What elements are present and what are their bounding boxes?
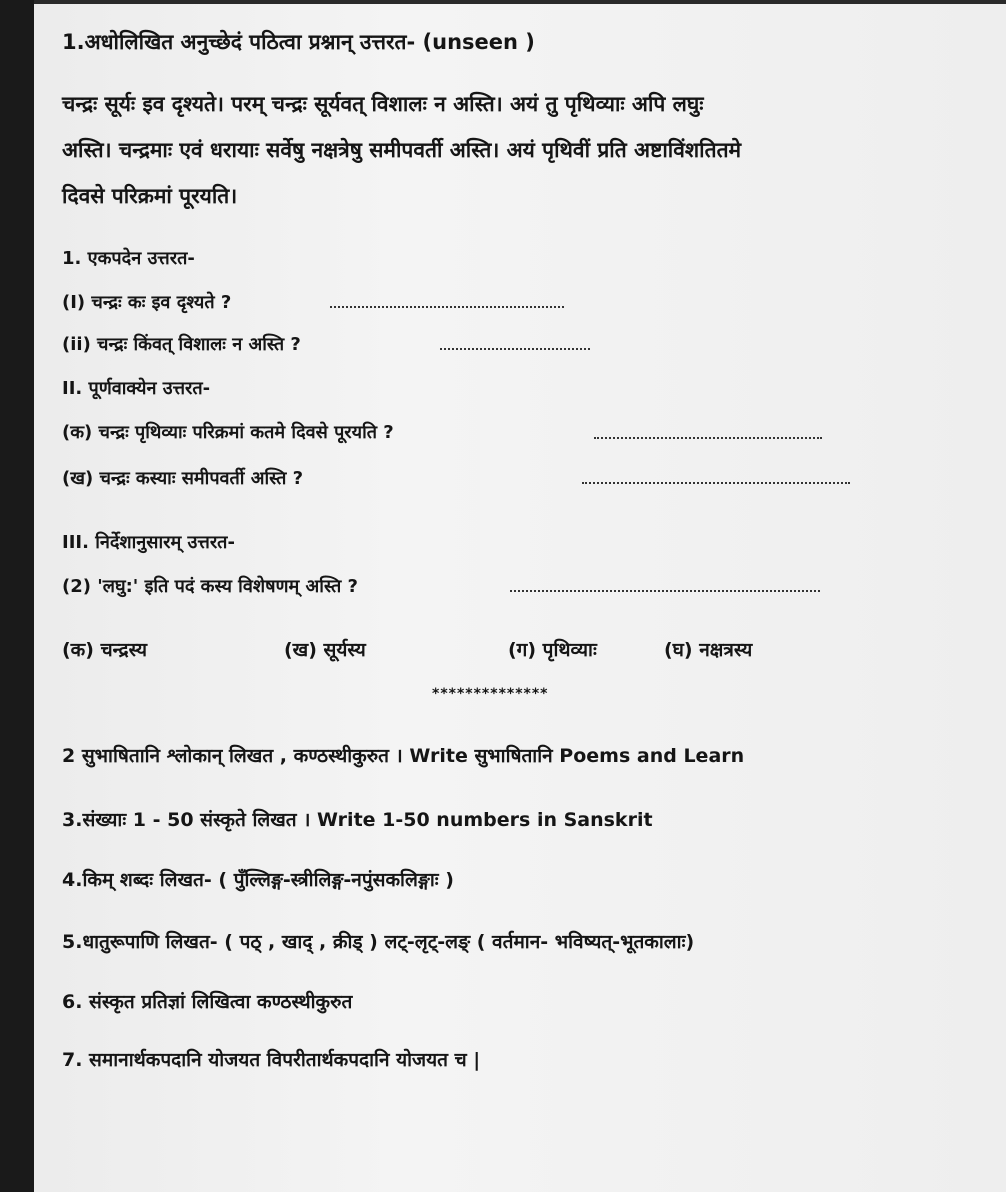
task-2: 2 सुभाषितानि श्लोकान् लिखत , कण्ठस्थीकुरुत । Write सुभाषितानि Poems and Learn: [62, 745, 745, 767]
section-one-question-1: (I) चन्द्रः कः इव दृश्यते ?: [62, 292, 232, 313]
section-one-question-2: (ii) चन्द्रः किंवत् विशालः न अस्ति ?: [62, 334, 301, 355]
answer-blank[interactable]: [582, 482, 850, 484]
section-three-title: III. निर्देशानुसारम् उत्तरत-: [62, 532, 235, 553]
photo-left-edge: [0, 0, 34, 1192]
option-c: (ग) पृथिव्याः: [508, 639, 597, 661]
passage-line-2: अस्ति। चन्द्रमाः एवं धरायाः सर्वेषु नक्षत्रेषु समीपवर्ती अस्ति। अयं पृथिवीं प्रति अष्टाविंशतितमे: [62, 138, 742, 162]
photo-top-edge: [0, 0, 1006, 4]
task-6: 6. संस्कृत प्रतिज्ञां लिखित्वा कण्ठस्थीकुरुत: [62, 991, 353, 1013]
separator-stars: **************: [432, 686, 549, 702]
task-3: 3.संख्याः 1 - 50 संस्कृते लिखत । Write 1-50 numbers in Sanskrit: [62, 809, 653, 831]
passage-line-3: दिवसे परिक्रमां पूरयति।: [62, 184, 238, 208]
passage-line-1: चन्द्रः सूर्यः इव दृश्यते। परम् चन्द्रः सूर्यवत् विशालः न अस्ति। अयं तु पृथिव्याः अपि लघुः: [62, 92, 704, 116]
option-b: (ख) सूर्यस्य: [284, 639, 366, 661]
task-4: 4.किम् शब्दः लिखत- ( पुँल्लिङ्ग-स्त्रीलिङ्ग-नपुंसकलिङ्गाः ): [62, 869, 454, 891]
answer-blank[interactable]: [330, 306, 564, 308]
answer-blank[interactable]: [510, 590, 820, 592]
task-5: 5.धातुरूपाणि लिखत- ( पठ् , खाद् , क्रीड् ) लट्-लृट्-लङ् ( वर्तमान- भविष्यत्-भूतकालाः): [62, 931, 695, 953]
answer-blank[interactable]: [440, 348, 590, 350]
section-three-question-1: (2) 'लघु:' इति पदं कस्य विशेषणम् अस्ति ?: [62, 576, 358, 597]
question1-heading: 1.अधोलिखित अनुच्छेदं पठित्वा प्रश्नान् उत्तरत- (unseen ): [62, 30, 535, 54]
answer-blank[interactable]: [594, 437, 822, 439]
option-d: (घ) नक्षत्रस्य: [664, 639, 753, 661]
task-7: 7. समानार्थकपदानि योजयत विपरीतार्थकपदानि योजयत च |: [62, 1049, 481, 1071]
section-one-title: 1. एकपदेन उत्तरत-: [62, 248, 195, 269]
option-a: (क) चन्द्रस्य: [62, 639, 148, 661]
section-two-question-2: (ख) चन्द्रः कस्याः समीपवर्ती अस्ति ?: [62, 468, 304, 489]
section-two-title: II. पूर्णवाक्येन उत्तरत-: [62, 378, 211, 399]
section-two-question-1: (क) चन्द्रः पृथिव्याः परिक्रमां कतमे दिवसे पूरयति ?: [62, 422, 394, 443]
